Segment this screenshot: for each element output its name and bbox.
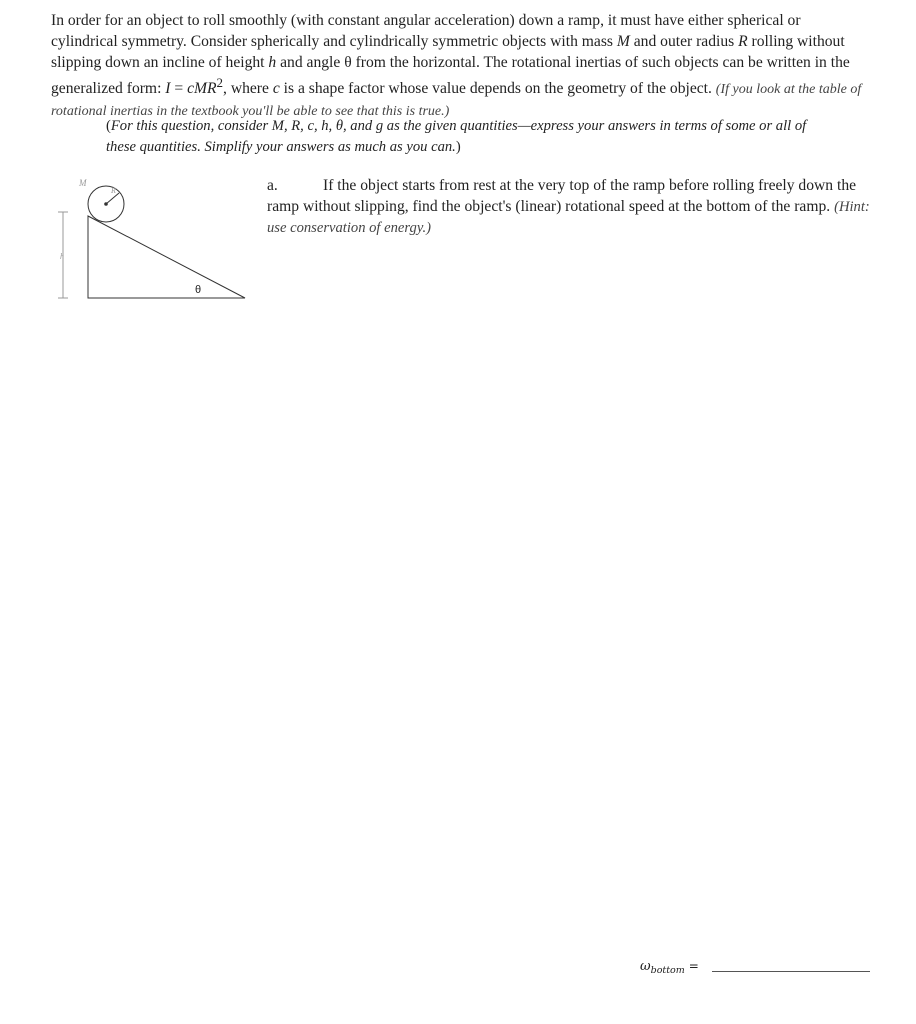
mass-label: M — [79, 178, 87, 188]
formula-equals: = — [170, 80, 188, 98]
intro-text-5: , where — [223, 80, 273, 98]
question-a-label: a. — [267, 177, 278, 194]
angle-label: θ — [195, 284, 202, 296]
var-mass: M — [616, 32, 630, 50]
omega-subscript: bottom — [650, 965, 685, 976]
paren-open: ( — [106, 118, 111, 134]
intro-text-3: rolling without slipping down an incline of height — [51, 32, 845, 71]
radius-label: R — [111, 186, 116, 195]
var-radius: R — [738, 32, 748, 50]
answer-blank-line[interactable] — [712, 971, 870, 972]
problem-intro — [51, 11, 871, 123]
intro-text-1: In order for an object to roll smoothly (with constant angular acceleration) down a ramp, it must have either spherical or cylindrical symmetry. Consider spherically and cylindrically symmetric objects with mass — [51, 12, 801, 50]
ramp-diagram — [55, 176, 255, 306]
formula-rhs: cMR — [187, 80, 217, 98]
height-label: h — [60, 252, 64, 261]
question-a — [267, 176, 877, 238]
question-a-text: If the object starts from rest at the very top of the ramp before rolling freely down the ramp without slipping, find the object's (linear) rotational speed at the bottom of the ramp. — [267, 177, 857, 215]
center-dot — [104, 202, 108, 206]
answer-row — [640, 958, 875, 978]
question-a-hint: (Hint: use conservation of energy.) — [267, 198, 870, 236]
var-height: h — [268, 53, 277, 71]
omega-symbol: ω — [640, 959, 651, 974]
answer-equals: = — [688, 959, 699, 973]
paren-close: ) — [455, 138, 461, 155]
intro-text-4: and angle θ from the horizontal. The rotational inertias of such objects can be written in the generalized form: — [51, 53, 850, 98]
given-quantities-instruction — [106, 116, 826, 158]
ramp-triangle — [88, 216, 245, 298]
formula-exponent: 2 — [216, 75, 224, 91]
var-shape-factor: c — [272, 80, 280, 98]
formula-lhs: I — [165, 80, 171, 98]
intro-text-2: and outer radius — [629, 32, 739, 50]
intro-text-6: is a shape factor whose value depends on the geometry of the object. — [279, 80, 716, 98]
textbook-note: (If you look at the table of rotational inertias in the textbook you'll be able to see that this is true.) — [51, 82, 862, 120]
given-text: For this question, consider M, R, c, h, θ, and g as the given quantities—express your answers in terms of some or all of these quantities. Simplify your answers as much as you can. — [106, 118, 807, 155]
